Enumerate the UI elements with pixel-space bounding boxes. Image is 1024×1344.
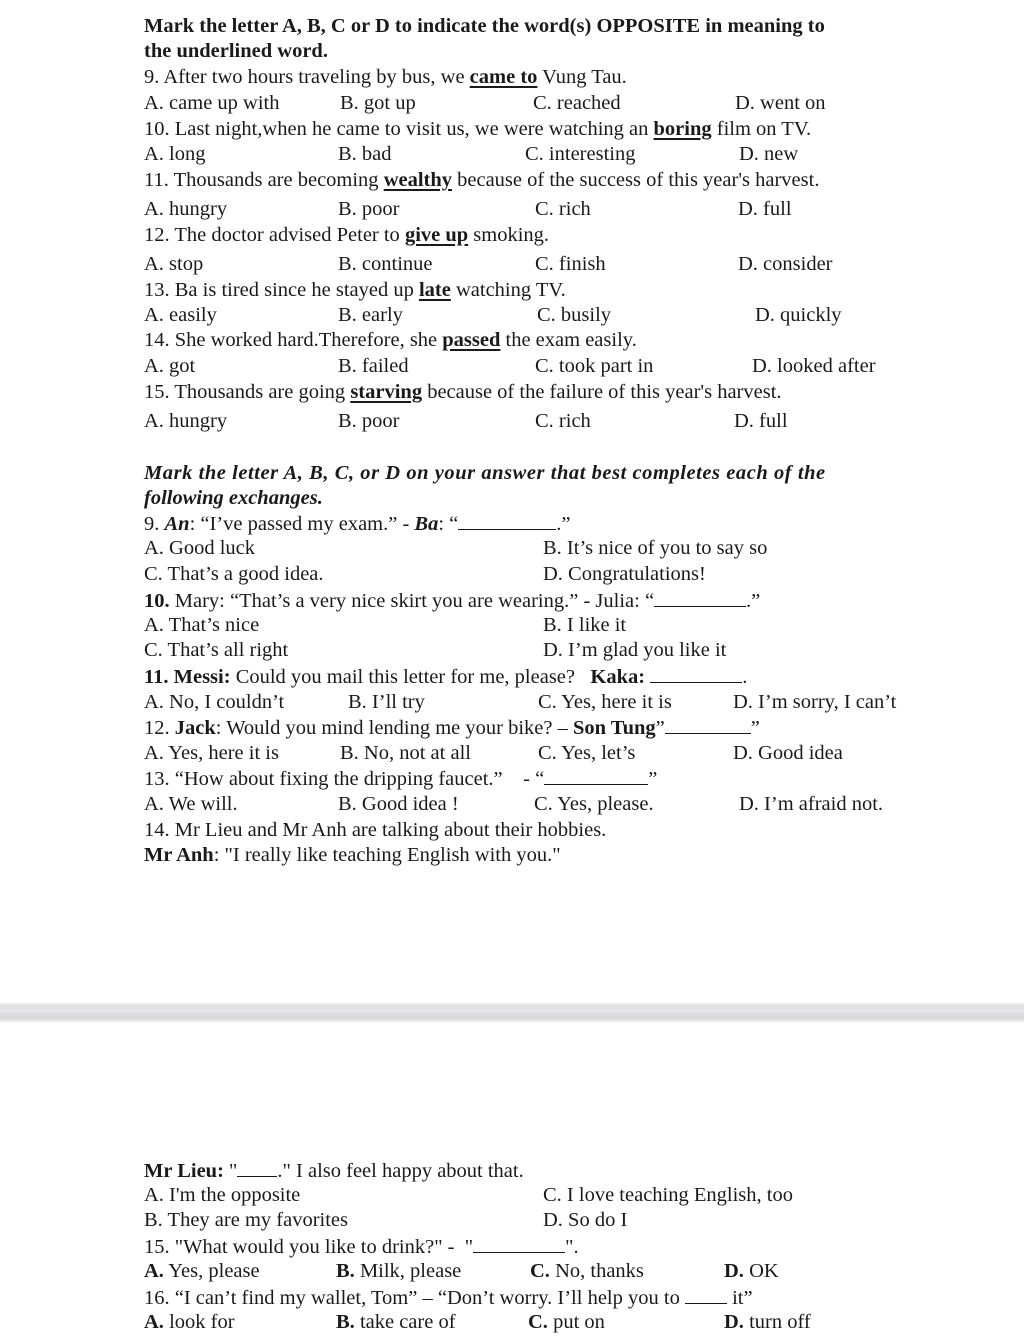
question-text: Vung Tau. — [537, 66, 627, 88]
underlined-word: give up — [404, 224, 469, 246]
option-d: D. Congratulations! — [543, 563, 706, 585]
s1-question-13 — [144, 278, 566, 302]
s2-question-16 — [144, 1285, 753, 1310]
s2-question-14-line — [144, 843, 561, 867]
option-c: C. Yes, please. — [534, 793, 654, 815]
option-a: A. hungry — [144, 410, 228, 432]
option-a: A. came up with — [144, 92, 280, 114]
option-d: D. full — [734, 410, 788, 432]
s2-question-14-reply — [144, 1158, 524, 1183]
option-text: put on — [547, 1311, 605, 1333]
s1-question-9 — [144, 65, 627, 89]
question-text: 12. The doctor advised Peter to — [144, 224, 405, 246]
option-b: B. They are my favorites — [144, 1209, 348, 1231]
option-letter: A. — [144, 1311, 164, 1333]
option-b: B. continue — [338, 253, 433, 275]
answer-blank — [237, 1158, 277, 1177]
question-text: watching TV. — [450, 279, 566, 301]
speaker-name: Ba — [414, 513, 439, 535]
question-text: 15. Thousands are going — [144, 381, 351, 403]
option-d — [724, 1259, 779, 1283]
option-c: C. interesting — [525, 143, 636, 165]
option-c: C. took part in — [535, 355, 654, 377]
s2-question-11 — [144, 664, 747, 689]
option-a: A. I'm the opposite — [144, 1184, 301, 1206]
answer-blank — [473, 1234, 565, 1253]
underlined-word: passed — [442, 329, 501, 351]
question-text: smoking. — [468, 224, 550, 246]
s1-question-11 — [144, 168, 819, 192]
answer-blank — [544, 766, 648, 785]
option-b: B. It’s nice of you to say so — [543, 537, 768, 559]
option-b: B. Good idea ! — [338, 793, 459, 815]
option-b: B. poor — [338, 198, 400, 220]
speaker-name: Messi: — [173, 666, 231, 688]
question-number: 11. — [144, 666, 174, 688]
page-separator — [0, 1003, 1024, 1023]
question-text: ." I also feel happy about that. — [277, 1160, 524, 1182]
underlined-word: late — [418, 279, 451, 301]
speaker-name: Son Tung — [573, 717, 656, 739]
option-a: A. long — [144, 143, 206, 165]
option-c: C. reached — [533, 92, 621, 114]
speaker-name: An — [164, 513, 190, 535]
option-text: Milk, please — [354, 1260, 462, 1282]
option-b — [336, 1259, 461, 1283]
option-d — [724, 1310, 811, 1334]
s2-question-14-intro: 14. Mr Lieu and Mr Anh are talking about their hobbies. — [144, 819, 607, 841]
question-text: because of the success of this year's harvest. — [452, 169, 820, 191]
option-c: C. That’s a good idea. — [144, 563, 324, 585]
option-b — [336, 1310, 456, 1334]
option-c — [530, 1259, 644, 1283]
option-text: turn off — [743, 1311, 811, 1333]
speaker-name: Jack — [174, 717, 216, 739]
s2-question-9 — [144, 511, 571, 536]
answer-blank — [654, 588, 746, 607]
underlined-word: wealthy — [383, 169, 453, 191]
option-text: No, thanks — [549, 1260, 644, 1282]
question-text: : Would you mind lending me your bike? – — [215, 717, 573, 739]
option-a: A. stop — [144, 253, 204, 275]
speaker-name: Mr Anh — [144, 844, 214, 866]
s1-question-10 — [144, 117, 811, 141]
s1-question-12 — [144, 223, 549, 247]
s2-question-10 — [144, 588, 760, 613]
question-text: .” — [556, 513, 571, 535]
question-text: ” — [655, 717, 665, 739]
question-text: 13. “How about fixing the dripping faucet.” - “ — [144, 768, 545, 790]
option-c: C. I love teaching English, too — [543, 1184, 793, 1206]
question-text: 13. Ba is tired since he stayed up — [144, 279, 419, 301]
option-c — [528, 1310, 605, 1334]
option-text: take care of — [354, 1311, 456, 1333]
s1-question-14 — [144, 328, 637, 352]
option-a: A. got — [144, 355, 196, 377]
option-a: A. easily — [144, 304, 217, 326]
question-text: 9. After two hours traveling by bus, we — [144, 66, 470, 88]
option-letter: D. — [724, 1260, 744, 1282]
option-a: A. That’s nice — [144, 614, 260, 636]
option-d: D. I’m afraid not. — [739, 793, 884, 815]
question-text: because of the failure of this year's harvest. — [422, 381, 782, 403]
option-letter: B. — [336, 1260, 355, 1282]
option-d: D. looked after — [752, 355, 876, 377]
option-a: A. We will. — [144, 793, 238, 815]
option-a: A. hungry — [144, 198, 228, 220]
option-c: C. rich — [535, 198, 591, 220]
option-d: D. I’m sorry, I can’t — [733, 691, 897, 713]
option-c: C. Yes, here it is — [538, 691, 672, 713]
question-text: : “I’ve passed my exam.” - — [189, 513, 415, 535]
question-text: Could you mail this letter for me, please? — [230, 666, 591, 688]
s2-question-15 — [144, 1234, 579, 1259]
option-b: B. No, not at all — [340, 742, 471, 764]
question-text: . — [742, 666, 748, 688]
option-c: C. finish — [535, 253, 606, 275]
question-text: film on TV. — [711, 118, 812, 140]
underlined-word: came to — [469, 66, 538, 88]
option-b: B. early — [338, 304, 403, 326]
question-text: ” — [648, 768, 658, 790]
question-text: 15. "What would you like to drink?" - " — [144, 1236, 474, 1258]
question-text: it” — [726, 1287, 753, 1309]
option-c: C. busily — [537, 304, 612, 326]
option-b: B. I like it — [543, 614, 627, 636]
option-a: A. Good luck — [144, 537, 256, 559]
question-text: Mary: “That’s a very nice skirt you are wearing.” - Julia: “ — [169, 590, 655, 612]
option-b: B. got up — [340, 92, 416, 114]
option-a: A. Yes, here it is — [144, 742, 279, 764]
section2-heading-line1: Mark the letter A, B, C, or D on your answer that best completes each of the — [144, 462, 826, 484]
answer-blank — [650, 664, 742, 683]
option-d: D. went on — [735, 92, 826, 114]
option-a — [144, 1259, 260, 1283]
option-d: D. I’m glad you like it — [543, 639, 727, 661]
question-text: the exam easily. — [500, 329, 637, 351]
question-number: 10. — [144, 590, 170, 612]
question-text: : “ — [438, 513, 459, 535]
option-d: D. quickly — [755, 304, 842, 326]
question-text: 11. Thousands are becoming — [144, 169, 384, 191]
option-b: B. poor — [338, 410, 400, 432]
option-letter: C. — [528, 1311, 548, 1333]
option-c: C. That’s all right — [144, 639, 289, 661]
question-text: ” — [750, 717, 760, 739]
speaker-name: Mr Lieu: — [144, 1160, 224, 1182]
underlined-word: starving — [350, 381, 423, 403]
option-d: D. Good idea — [733, 742, 843, 764]
question-text: .” — [746, 590, 761, 612]
option-text: OK — [743, 1260, 779, 1282]
underlined-word: boring — [653, 118, 712, 140]
option-letter: A. — [144, 1260, 164, 1282]
option-b: B. I’ll try — [348, 691, 425, 713]
option-d: D. consider — [738, 253, 833, 275]
option-b: B. bad — [338, 143, 392, 165]
question-text: 16. “I can’t find my wallet, Tom” – “Don’t worry. I’ll help you to — [144, 1287, 685, 1309]
question-text: : "I really like teaching English with you." — [213, 844, 561, 866]
question-text: ". — [565, 1236, 579, 1258]
section1-heading-line1: Mark the letter A, B, C or D to indicate the word(s) OPPOSITE in meaning to — [144, 15, 825, 37]
option-text: Yes, please — [163, 1260, 260, 1282]
s2-question-13 — [144, 766, 657, 791]
question-text: 10. Last night,when he came to visit us, we were watching an — [144, 118, 654, 140]
option-d: D. So do I — [543, 1209, 628, 1231]
question-number: 12. — [144, 717, 175, 739]
option-letter: B. — [336, 1311, 355, 1333]
option-letter: C. — [530, 1260, 550, 1282]
answer-blank — [458, 511, 556, 530]
question-number: 9. — [144, 513, 165, 535]
option-text: look for — [163, 1311, 235, 1333]
speaker-name: Kaka: — [590, 666, 646, 688]
option-letter: D. — [724, 1311, 744, 1333]
section1-heading-line2: the underlined word. — [144, 40, 328, 62]
question-text: 14. She worked hard.Therefore, she — [144, 329, 443, 351]
answer-blank — [665, 715, 751, 734]
s1-question-15 — [144, 380, 782, 404]
s2-question-12 — [144, 715, 760, 740]
answer-blank — [685, 1285, 727, 1304]
option-a: A. No, I couldn’t — [144, 691, 285, 713]
option-c: C. rich — [535, 410, 591, 432]
section2-heading-line2: following exchanges. — [144, 487, 323, 509]
option-c: C. Yes, let’s — [538, 742, 636, 764]
question-text: " — [223, 1160, 238, 1182]
option-a — [144, 1310, 235, 1334]
option-b: B. failed — [338, 355, 409, 377]
option-d: D. full — [738, 198, 792, 220]
option-d: D. new — [739, 143, 799, 165]
